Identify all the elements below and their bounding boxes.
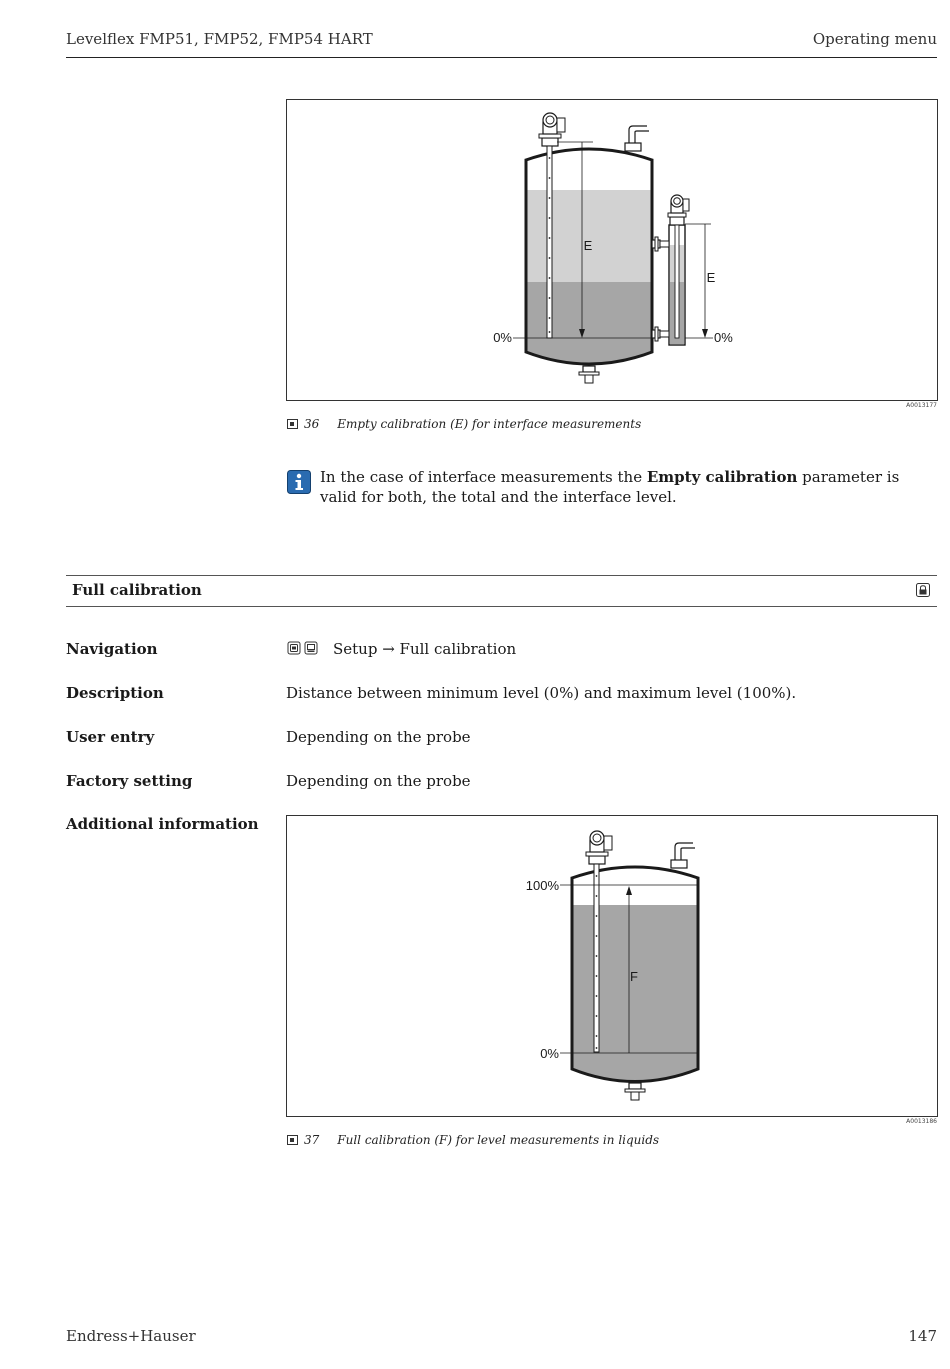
figure-icon — [287, 419, 298, 429]
figure-caption: 36 Empty calibration (E) for interface measurements — [287, 417, 641, 431]
factory-setting-value: Depending on the probe — [286, 772, 471, 790]
header-document-title: Levelflex FMP51, FMP52, FMP54 HART — [66, 30, 373, 48]
figure-full-calibration — [286, 815, 938, 1117]
page-number: 147 — [908, 1327, 937, 1345]
label-e-left: E — [583, 238, 593, 253]
navigation-icons — [287, 641, 319, 657]
label-e-right: E — [706, 270, 716, 285]
navigation-label: Navigation — [66, 640, 158, 658]
user-entry-label: User entry — [66, 728, 155, 746]
section-rule-top — [66, 575, 937, 576]
label-zero-right: 0% — [714, 330, 733, 345]
description-value: Distance between minimum level (0%) and maximum level (100%). — [286, 684, 797, 702]
header-section-title: Operating menu — [812, 30, 937, 48]
diagram-interface-tank — [287, 100, 937, 400]
figure-empty-calibration — [286, 99, 938, 401]
diagram-level-tank — [287, 816, 937, 1116]
lock-icon — [916, 582, 930, 596]
user-entry-value: Depending on the probe — [286, 728, 471, 746]
label-f: F — [630, 969, 638, 984]
figure-caption: 37 Full calibration (F) for level measurements in liquids — [287, 1133, 659, 1147]
label-hundred-percent: 100% — [525, 878, 559, 893]
section-title: Full calibration — [72, 581, 202, 599]
footer-company: Endress+Hauser — [66, 1327, 196, 1345]
info-icon — [287, 470, 311, 494]
header-rule — [66, 57, 937, 58]
info-note: In the case of interface measurements the Empty calibration parameter is valid for both, the total and the interface level. — [320, 468, 900, 506]
description-label: Description — [66, 684, 164, 702]
label-zero: 0% — [540, 1046, 559, 1061]
additional-information-label: Additional information — [66, 815, 259, 833]
figure-icon — [287, 1135, 298, 1145]
section-rule-bottom — [66, 606, 937, 607]
figure-id: A0013186 — [906, 1118, 937, 1125]
figure-id: A0013177 — [906, 402, 937, 409]
navigation-path: Setup → Full calibration — [333, 640, 517, 658]
factory-setting-label: Factory setting — [66, 772, 193, 790]
label-zero-left: 0% — [493, 330, 512, 345]
